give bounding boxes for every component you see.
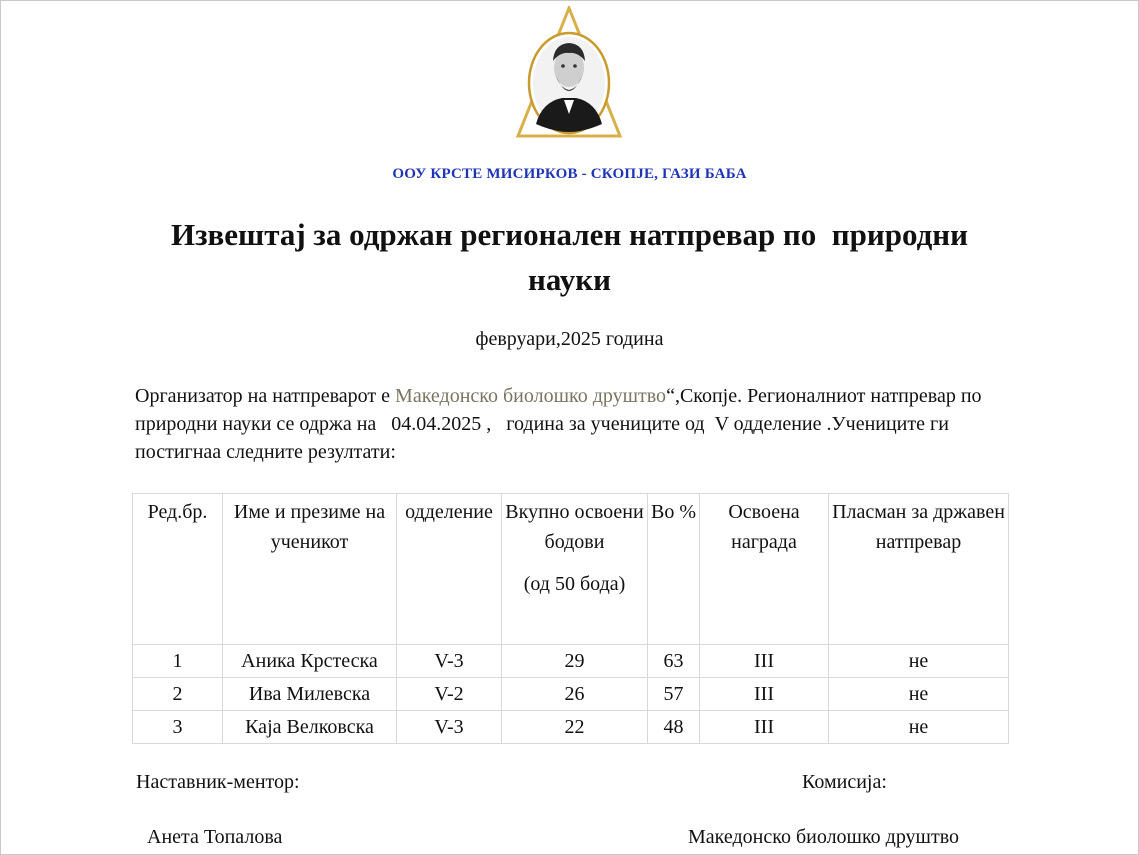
cell-grade: V-3: [397, 645, 502, 678]
report-date: февруари,2025 година: [475, 328, 664, 350]
table-row: [133, 678, 1009, 711]
cell-student-name: Аника Крстеска: [223, 645, 397, 678]
cell-grade: V-2: [397, 678, 502, 711]
intro-text-end: “,Скопје. Регионалниот натпревар по природни науки се одржа на 04.04.2025 , година за учениците од V одделение .Учениците ги постигнаа следните резултати:: [135, 385, 987, 463]
header-award: Освоена награда: [700, 494, 829, 645]
table-row: [133, 711, 1009, 744]
mentor-name: Анета Топалова: [147, 826, 283, 848]
school-name: ООУ КРСТЕ МИСИРКОВ - СКОПЈЕ, ГАЗИ БАБА: [392, 166, 747, 182]
cell-points: 22: [502, 711, 648, 744]
organizer-name: Македонско биолошко друштво: [395, 385, 667, 407]
school-portrait-logo: [514, 6, 624, 138]
header-state-placement: Пласман за државен натпревар: [829, 494, 1009, 645]
table-header-row: [133, 494, 1009, 645]
header-total-points-label: Вкупно освоени бодови: [505, 501, 644, 553]
cell-percent: 48: [648, 711, 700, 744]
results-table: [132, 493, 1009, 744]
cell-percent: 57: [648, 678, 700, 711]
cell-order-no: 2: [133, 678, 223, 711]
cell-points: 26: [502, 678, 648, 711]
header-percent: Во %: [648, 494, 700, 645]
table-row: [133, 645, 1009, 678]
header-total-points: [502, 494, 648, 645]
cell-points: 29: [502, 645, 648, 678]
cell-order-no: 1: [133, 645, 223, 678]
cell-order-no: 3: [133, 711, 223, 744]
commission-name: Македонско биолошко друштво: [688, 826, 960, 848]
cell-award: III: [700, 678, 829, 711]
report-title-line1: Извештај за одржан регионален натпревар по природни: [170, 217, 969, 252]
intro-paragraph: [135, 382, 1015, 466]
header-grade: одделение: [397, 494, 502, 645]
report-title: [100, 212, 1039, 302]
intro-text-start: Организатор на натпреварот е: [135, 385, 396, 407]
header-student-name: Име и презиме на ученикот: [223, 494, 397, 645]
cell-award: III: [700, 645, 829, 678]
report-title-line2: науки: [527, 262, 611, 297]
cell-state-placement: не: [829, 711, 1009, 744]
header-order-no: Ред.бр.: [133, 494, 223, 645]
cell-grade: V-3: [397, 711, 502, 744]
cell-award: III: [700, 711, 829, 744]
cell-student-name: Ива Милевска: [223, 678, 397, 711]
mentor-label: Наставник-ментор:: [136, 771, 300, 793]
cell-percent: 63: [648, 645, 700, 678]
cell-student-name: Каја Велковска: [223, 711, 397, 744]
header-points-note: (од 50 бода): [523, 573, 626, 595]
cell-state-placement: не: [829, 645, 1009, 678]
commission-label: Комисија:: [802, 771, 887, 793]
cell-state-placement: не: [829, 678, 1009, 711]
